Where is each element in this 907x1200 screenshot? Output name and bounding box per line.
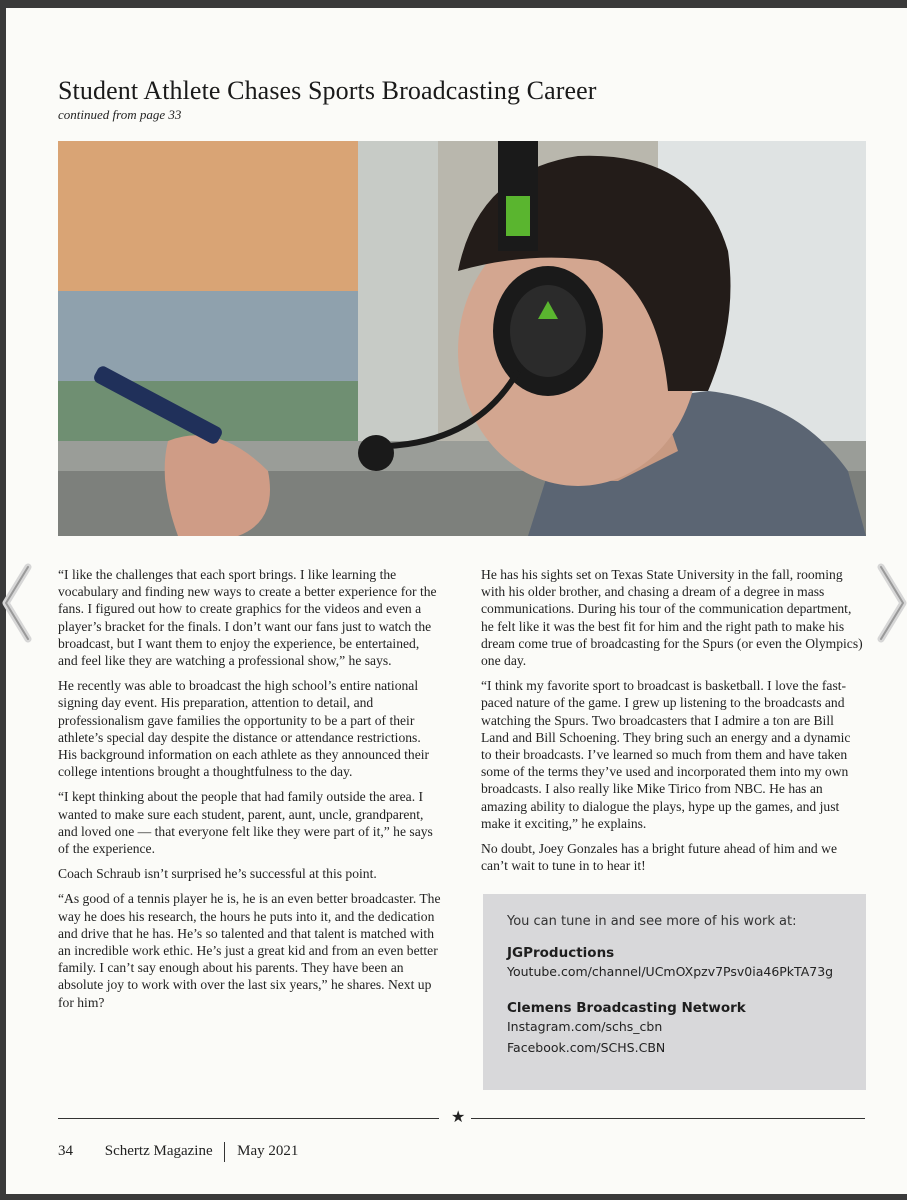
tune-in-intro: You can tune in and see more of his work at: [507, 914, 797, 929]
article-title: Student Athlete Chases Sports Broadcasting Career [58, 76, 597, 105]
footer-divider [224, 1142, 225, 1162]
star-icon: ★ [451, 1107, 466, 1126]
article-column-right [481, 566, 864, 882]
paragraph: “I kept thinking about the people that had family outside the area. I wanted to make sure each student, parent, aunt, uncle, grandparent, and loved one — that everyone felt like they were part of it,” he says of the experience. [58, 789, 433, 857]
page-footer [58, 1142, 298, 1162]
continued-note: continued from page 33 [58, 107, 182, 122]
cbn-facebook-link[interactable]: Facebook.com/SCHS.CBN [507, 1040, 666, 1055]
cbn-instagram-link[interactable]: Instagram.com/schs_cbn [507, 1019, 663, 1034]
jg-youtube-link[interactable]: Youtube.com/channel/UCmOXpzv7Psv0ia46PkTA73g [507, 964, 834, 979]
paragraph: He recently was able to broadcast the high school’s entire national signing day event. His preparation, attention to detail, and professionalism gave families the opportunity to be a part of their athlete’s special day despite the distance or attendance restrictions. His background information on each athlete as they announced their college intentions brought a thoughtfulness to the day. [58, 678, 430, 780]
footer-rule-right [471, 1118, 865, 1119]
page-number: 34 [58, 1143, 73, 1160]
article-photo [58, 141, 866, 536]
paragraph: Coach Schraub isn’t surprised he’s successful at this point. [58, 866, 377, 882]
magazine-page [6, 8, 907, 1194]
jg-productions-name: JGProductions [507, 945, 615, 961]
paragraph: He has his sights set on Texas State University in the fall, rooming with his older brother, and chasing a dream of a degree in mass communications. During his tour of the communication department, he felt like it was the best fit for him and the right path to make his dream come true of broadcasting for the Spurs (or even the Olympics) one day. [481, 567, 863, 669]
chevron-left-icon[interactable] [0, 563, 32, 643]
chevron-right-icon[interactable] [875, 563, 907, 643]
tune-in-box [483, 894, 866, 1090]
paragraph: “As good of a tennis player he is, he is an even better broadcaster. The way he does his research, the hours he puts into it, and the dedication and drive that he has. He’s so talented and that talent is matched with an incredible work ethic. He’s just a great kid and from an even better family. I can’t say enough about his parents. They have been an absolute joy to work with over the last six years,” he shares. Next up for him? [58, 891, 441, 1010]
issue-date: May 2021 [237, 1143, 299, 1160]
paragraph: “I like the challenges that each sport brings. I like learning the vocabulary and finding new ways to create a better experience for the fans. I figured out how to create graphics for the videos and even a player’s bracket for the finals. I don’t want our fans just to watch the broadcast, but I want them to enjoy the experience, be entertained, and feel like they are watching a professional show,” he says. [58, 567, 437, 669]
cbn-name: Clemens Broadcasting Network [507, 1000, 746, 1016]
footer-rule-left [58, 1118, 439, 1119]
paragraph: “I think my favorite sport to broadcast is basketball. I love the fast-paced nature of the game. I grew up listening to the broadcasts and watching the Spurs. Two broadcasters that I admire a ton are Bill Land and Bill Schoening. They bring such an energy and a dynamic to their broadcasts. I’ve learned so much from them and have taken some of the terms they’ve used and incorporated them into my own broadcasts. I also really like Mike Tirico from NBC. He has an amazing ability to dialogue the plays, hype up the games, and just make it exciting,” he explains. [481, 678, 851, 831]
magazine-name: Schertz Magazine [104, 1143, 213, 1160]
paragraph: No doubt, Joey Gonzales has a bright future ahead of him and we can’t wait to tune in to hear it! [481, 841, 837, 874]
article-column-left [58, 566, 441, 1019]
